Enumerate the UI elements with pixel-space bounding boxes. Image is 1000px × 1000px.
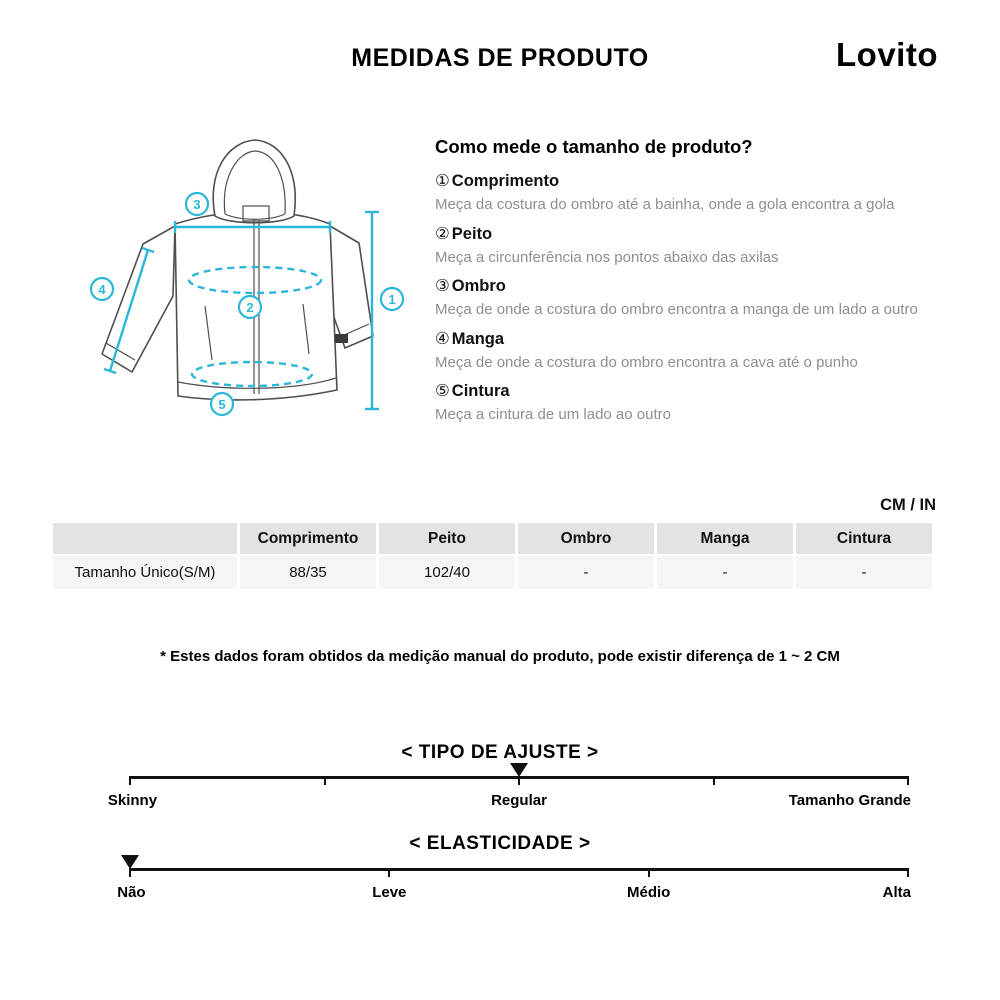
tick <box>907 868 909 877</box>
elasticity-slider-labels <box>117 884 911 904</box>
unit-label: CM / IN <box>880 496 936 514</box>
size-table-row <box>53 556 932 589</box>
tick <box>713 776 715 785</box>
fit-label-regular: Regular <box>491 792 547 809</box>
size-table <box>50 521 935 591</box>
tick <box>648 868 650 877</box>
tick <box>518 776 520 785</box>
tick <box>129 868 131 877</box>
elasticity-label-nao: Não <box>117 884 146 901</box>
callout-1: 1 <box>388 292 396 307</box>
item-number: ① <box>435 172 450 190</box>
page-title: MEDIDAS DE PRODUTO <box>351 44 649 72</box>
elasticity-label-leve: Leve <box>372 884 407 901</box>
item-label: Ombro <box>451 277 506 295</box>
cell-size-name: Tamanho Único(S/M) <box>53 556 237 589</box>
fit-label-skinny: Skinny <box>107 792 158 809</box>
tick <box>129 776 131 785</box>
fit-slider-marker <box>510 763 528 777</box>
fit-slider-labels <box>107 792 911 812</box>
header-size <box>53 523 237 554</box>
item-label: Peito <box>451 224 493 243</box>
header-comprimento: Comprimento <box>240 523 376 554</box>
jacket-measurement-diagram <box>85 128 430 428</box>
tick <box>324 776 326 785</box>
elasticity-slider-track <box>130 868 908 871</box>
item-desc: Meça a cintura de um lado ao outro <box>435 406 671 423</box>
cell-manga: - <box>657 556 793 589</box>
item-label: Manga <box>451 329 505 348</box>
measure-item-comprimento <box>435 171 941 217</box>
tick <box>907 776 909 785</box>
header-cintura: Cintura <box>796 523 932 554</box>
cell-ombro: - <box>518 556 654 589</box>
header-manga: Manga <box>657 523 793 554</box>
jacket-label-patch <box>335 334 348 343</box>
item-number: ⑤ <box>435 382 450 400</box>
item-desc: Meça a circunferência nos pontos abaixo das axilas <box>435 248 779 266</box>
callout-5: 5 <box>218 397 226 412</box>
item-desc: Meça de onde a costura do ombro encontra a manga de um lado a outro <box>435 301 918 318</box>
callout-2: 2 <box>246 300 254 315</box>
measure-item-ombro <box>435 276 941 322</box>
item-label: Cintura <box>451 382 510 400</box>
elasticity-slider-marker <box>121 855 139 869</box>
elasticity-slider-title: < ELASTICIDADE > <box>409 833 591 854</box>
measure-item-manga <box>435 329 941 375</box>
measure-item-peito <box>435 224 941 270</box>
guide-heading: Como mede o tamanho de produto? <box>435 136 753 157</box>
measurement-disclaimer: * Estes dados foram obtidos da medição manual do produto, pode existir diferença de 1 ~ 2 CM <box>160 648 840 665</box>
cell-peito: 102/40 <box>379 556 515 589</box>
header-ombro: Ombro <box>518 523 654 554</box>
callout-4: 4 <box>98 282 106 297</box>
measure-guide <box>435 136 941 434</box>
item-number: ③ <box>435 277 450 295</box>
item-desc: Meça da costura do ombro até a bainha, onde a gola encontra a gola <box>435 196 895 213</box>
elasticity-label-alta: Alta <box>882 884 911 901</box>
measure-item-cintura <box>435 381 941 427</box>
callout-3: 3 <box>193 197 201 212</box>
cell-cintura: - <box>796 556 932 589</box>
item-desc: Meça de onde a costura do ombro encontra a cava até o punho <box>435 353 858 371</box>
fit-slider-title: < TIPO DE AJUSTE > <box>401 742 599 763</box>
item-number: ④ <box>435 329 450 348</box>
cell-comprimento: 88/35 <box>240 556 376 589</box>
tick <box>388 868 390 877</box>
item-number: ② <box>435 224 450 243</box>
header-peito: Peito <box>379 523 515 554</box>
size-table-header-row <box>53 523 932 554</box>
item-label: Comprimento <box>451 172 560 190</box>
elasticity-label-medio: Médio <box>627 884 671 901</box>
fit-slider-track <box>130 776 908 779</box>
brand-logo: Lovito <box>836 36 938 73</box>
fit-label-tamanho-grande: Tamanho Grande <box>788 792 911 809</box>
